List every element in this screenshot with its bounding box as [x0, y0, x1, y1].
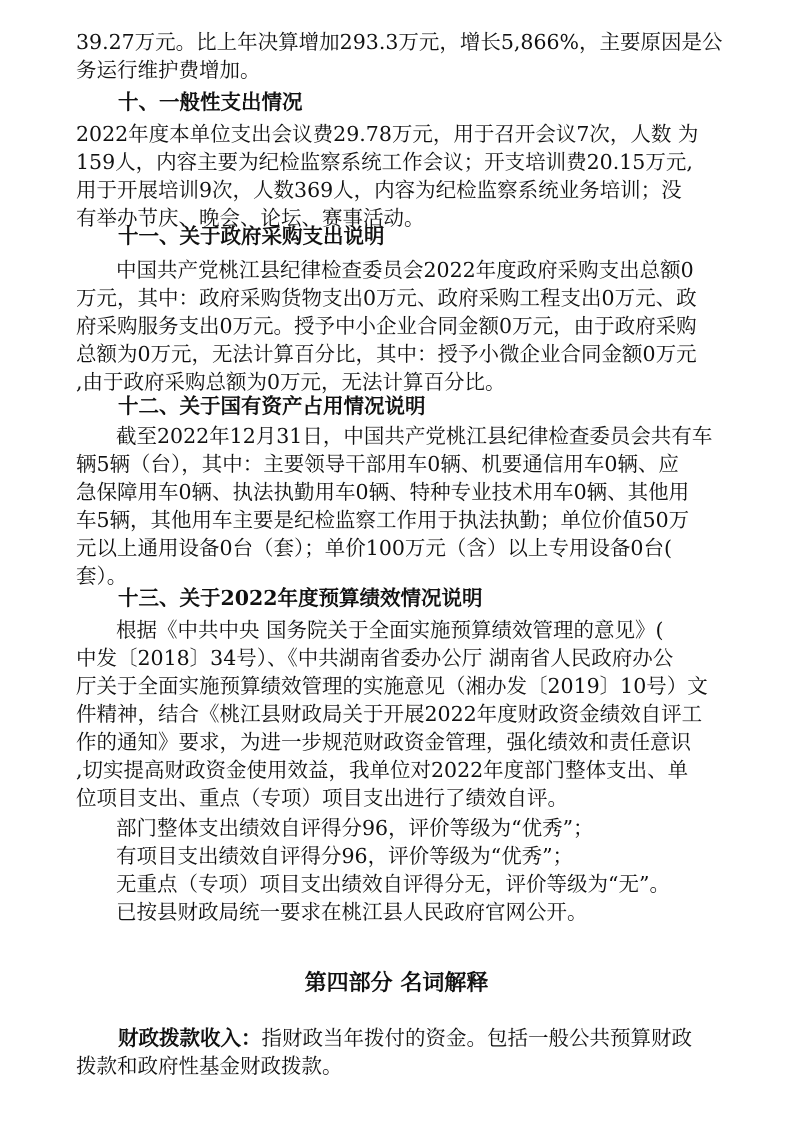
term-definition	[118, 1024, 692, 1052]
paragraph-line: 159人，内容主要为纪检监察系统工作会议；开支培训费20.15万元,	[76, 150, 693, 174]
paragraph-line: 39.27万元。比上年决算增加293.3万元，增长5,866%，主要原因是公	[76, 30, 723, 54]
paragraph-line: 万元，其中：政府采购货物支出0万元、政府采购工程支出0万元、政	[76, 286, 697, 310]
paragraph-line: ,切实提高财政资金使用效益，我单位对2022年度部门整体支出、单	[76, 758, 689, 782]
term-label: 财政拨款收入：	[118, 1026, 262, 1050]
paragraph-line: 车5辆，其他用车主要是纪检监察工作用于执法执勤；单位价值50万	[76, 508, 690, 532]
paragraph-line: 有项目支出绩效自评得分96，评价等级为“优秀”；	[116, 844, 574, 868]
paragraph-line: 无重点（专项）项目支出绩效自评得分无，评价等级为“无”。	[116, 872, 670, 896]
paragraph-line: 务运行维护费增加。	[76, 58, 261, 82]
section-heading: 十二、关于国有资产占用情况说明	[118, 394, 426, 418]
paragraph-line: 截至2022年12月31日，中国共产党桃江县纪律检查委员会共有车	[116, 424, 713, 448]
paragraph-line: 总额为0万元，无法计算百分比，其中：授予小微企业合同金额0万元	[76, 342, 697, 366]
paragraph-line: 件精神，结合《桃江县财政局关于开展2022年度财政资金绩效自评工	[76, 702, 703, 726]
paragraph-line: 府采购服务支出0万元。授予中小企业合同金额0万元，由于政府采购	[76, 314, 697, 338]
paragraph-line: ,由于政府采购总额为0万元，无法计算百分比。	[76, 370, 506, 394]
paragraph-line: 用于开展培训9次，人数369人，内容为纪检监察系统业务培训；没	[76, 178, 682, 202]
paragraph-line: 已按县财政局统一要求在桃江县人民政府官网公开。	[116, 900, 588, 924]
paragraph-line: 根据《中共中央 国务院关于全面实施预算绩效管理的意见》(	[116, 618, 664, 642]
part-title: 第四部分 名词解释	[304, 970, 489, 996]
paragraph-line: 部门整体支出绩效自评得分96，评价等级为“优秀”；	[116, 816, 594, 840]
paragraph-line: 中发〔2018〕34号）、《中共湖南省委办公厅 湖南省人民政府办公	[76, 646, 674, 670]
paragraph-line: 急保障用车0辆、执法执勤用车0辆、特种专业技术用车0辆、其他用	[76, 480, 690, 504]
paragraph-line: 有举办节庆、晚会、论坛、赛事活动。	[76, 206, 425, 230]
term-text: 指财政当年拨付的资金。包括一般公共预算财政	[261, 1026, 692, 1050]
paragraph-line: 元以上通用设备0台（套）；单价100万元（含）以上专用设备0台(	[76, 536, 672, 560]
paragraph-line: 厅关于全面实施预算绩效管理的实施意见（湘办发〔2019〕10号）文	[76, 674, 708, 698]
paragraph-line: 位项目支出、重点（专项）项目支出进行了绩效自评。	[76, 786, 568, 810]
paragraph-line: 拨款和政府性基金财政拨款。	[76, 1054, 343, 1078]
section-heading: 十、一般性支出情况	[118, 90, 303, 114]
section-heading: 十三、关于2022年度预算绩效情况说明	[118, 586, 483, 610]
paragraph-line: 中国共产党桃江县纪律检查委员会2022年度政府采购支出总额0	[116, 258, 694, 282]
paragraph-line: 套）。	[76, 564, 128, 588]
paragraph-line: 2022年度本单位支出会议费29.78万元，用于召开会议7次，人数 为	[76, 122, 699, 146]
paragraph-line: 作的通知》要求，为进一步规范财政资金管理，强化绩效和责任意识	[76, 730, 691, 754]
paragraph-line: 辆5辆（台），其中：主要领导干部用车0辆、机要通信用车0辆、应	[76, 452, 679, 476]
section-heading: 十一、关于政府采购支出说明	[118, 224, 385, 248]
